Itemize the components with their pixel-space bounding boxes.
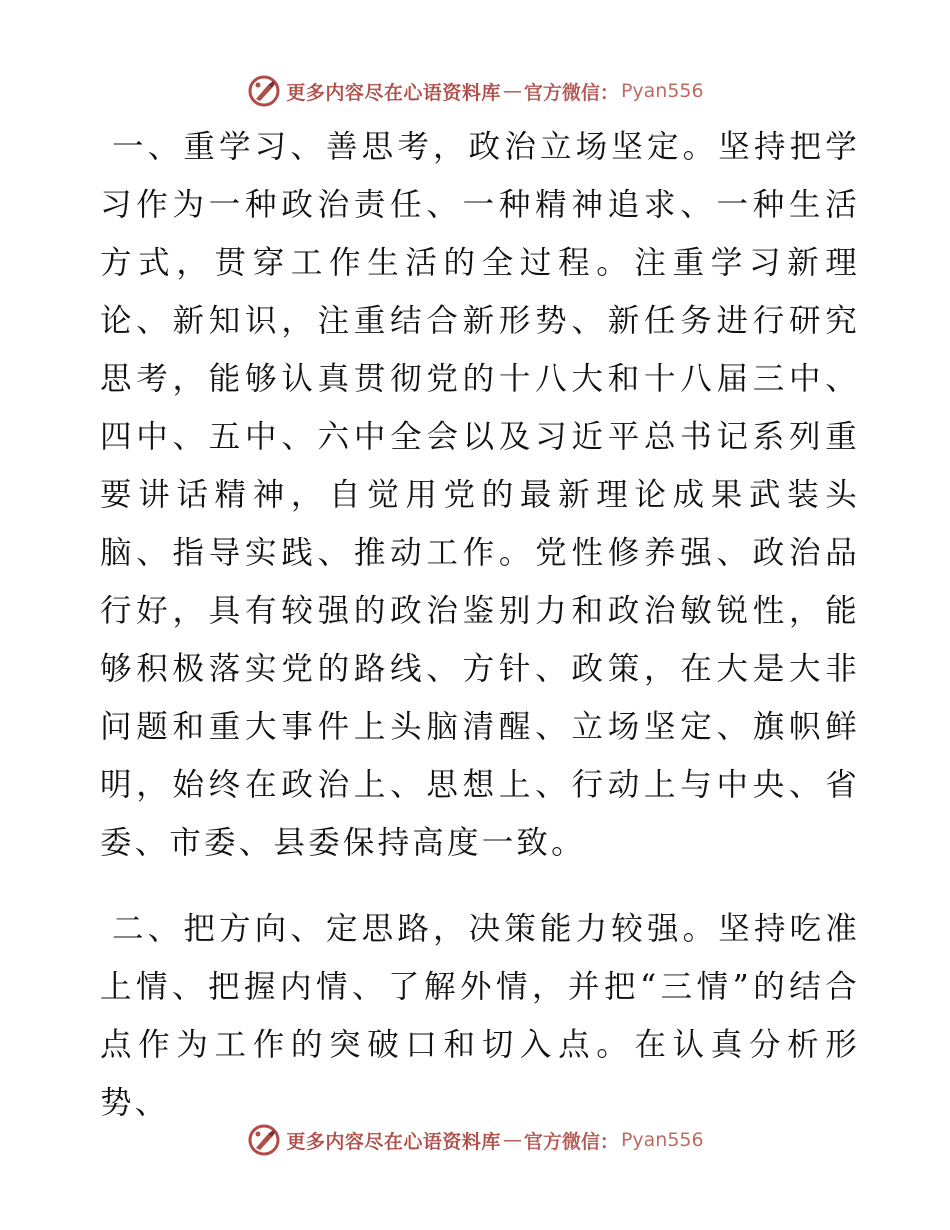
paragraph-1: 一、重学习、善思考，政治立场坚定。坚持把学习作为一种政治责任、一种精神追求、一种生活方式，贯穿工作生活的全过程。注重学习新理论、新知识，注重结合新形势、新任务进行研究思考，能够认真贯彻党的十八大和十八届三中、四中、五中、六中全会以及习近平总书记系列重要讲话精神，自觉用党的最新理论成果武装头脑、指导实践、推动工作。党性修养强、政治品行好，具有较强的政治鉴别力和政治敏锐性，能够积极落实党的路线、方针、政策，在大是大非问题和重大事件上头脑清醒、立场坚定、旗帜鲜明，始终在政治上、思想上、行动上与中央、省委、市委、县委保持高度一致。 xyxy=(100,129,860,861)
footer-watermark xyxy=(0,1120,950,1160)
watermark-wechat-id: Pyan556 xyxy=(620,1129,704,1151)
watermark-wechat-label: 官方微信： xyxy=(523,1130,619,1153)
paragraph-2: 二、把方向、定思路，决策能力较强。坚持吃准上情、把握内情、了解外情，并把“三情”的结合点作为工作的突破口和切入点。在认真分析形势、 xyxy=(100,911,860,1121)
watermark-wechat-id: Pyan556 xyxy=(620,80,704,102)
brand-logo-icon xyxy=(246,73,282,109)
watermark-brand: 更多内容尽在心语资料库 xyxy=(286,81,501,104)
header-watermark xyxy=(0,71,950,111)
watermark-separator: — xyxy=(502,1129,522,1151)
document-body xyxy=(100,118,860,1132)
watermark-wechat-label: 官方微信： xyxy=(523,81,619,104)
watermark-brand: 更多内容尽在心语资料库 xyxy=(286,1130,501,1153)
watermark-separator: — xyxy=(502,80,522,102)
brand-logo-icon xyxy=(246,1122,282,1158)
